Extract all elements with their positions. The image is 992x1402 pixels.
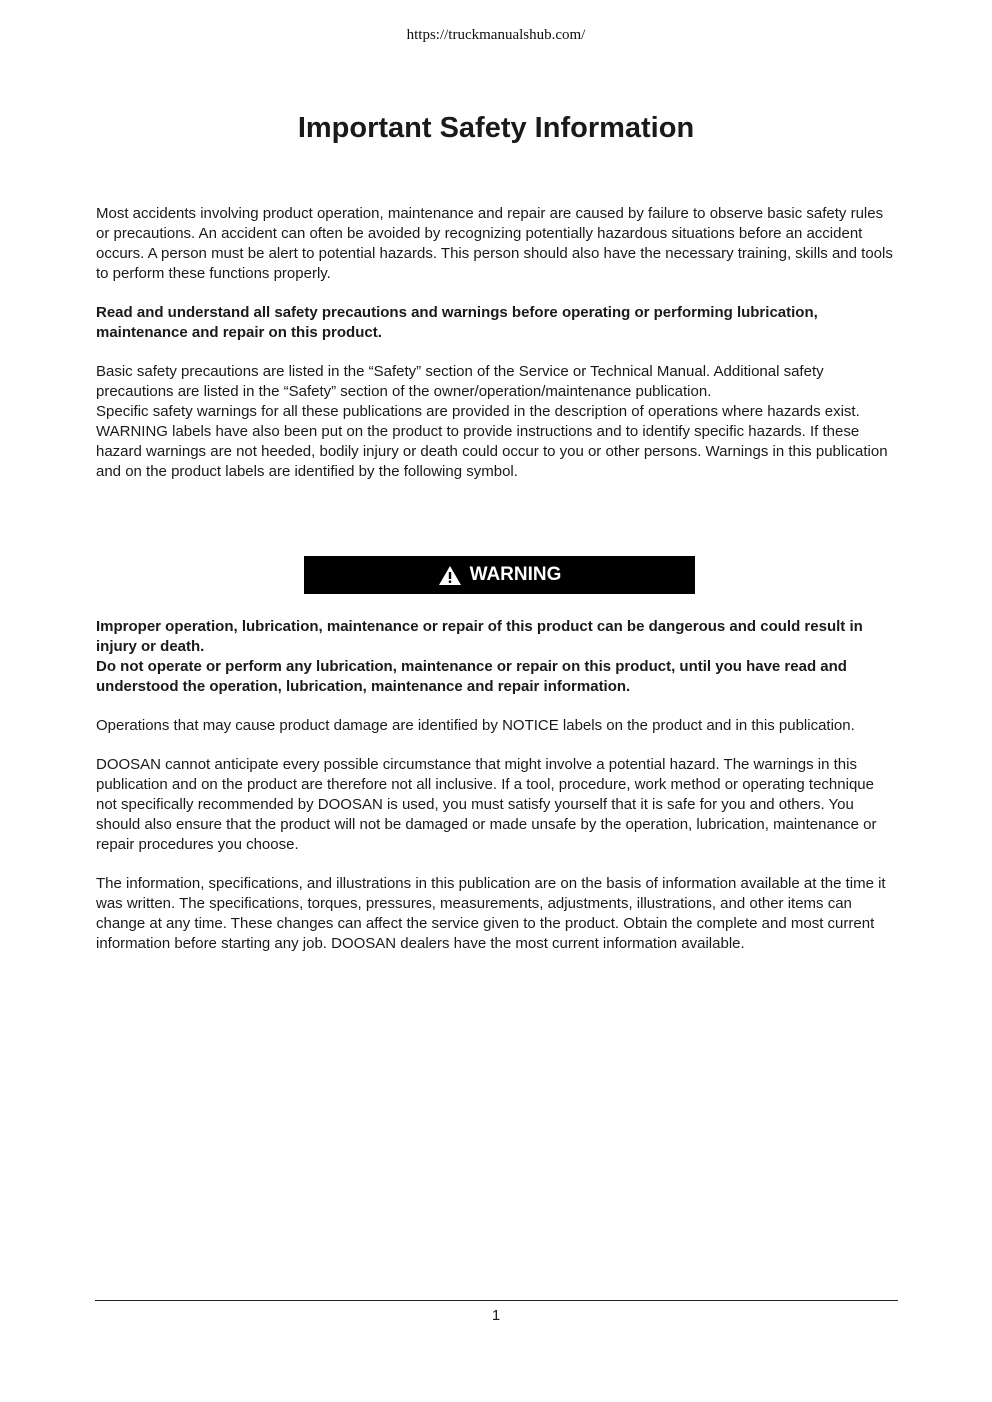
warning-banner — [304, 556, 695, 594]
warning-label: WARNING — [469, 564, 562, 585]
information-paragraph: The information, specifications, and illustrations in this publication are on the basis of information available at the time it was written. The specifications, torques, pressures, measurements, adjustments, illustrations, and other items can change at any time. These changes can affect the service given to the product. Obtain the complete and most current information before starting any job. DOOSAN dealers have the most current information available. — [96, 875, 886, 952]
read-understand-notice: Read and understand all safety precautions and warnings before operating or performing lubrication, maintenance and repair on this product. — [96, 304, 818, 341]
specific-warnings-paragraph: Specific safety warnings for all these publications are provided in the description of operations where hazards exist. WARNING labels have also been put on the product to provide instructions and to identify specific hazards. If these hazard warnings are not heeded, bodily injury or death could occur to you or other persons. Warnings in this publication and on the product labels are identified by the following symbol. — [96, 403, 888, 480]
page-number: 1 — [491, 1307, 501, 1324]
body-section — [96, 617, 896, 954]
footer-divider — [95, 1300, 898, 1301]
page-title: Important Safety Information — [297, 112, 695, 144]
header-url[interactable]: https://truckmanualshub.com/ — [406, 27, 586, 43]
doosan-paragraph: DOOSAN cannot anticipate every possible circumstance that might involve a potential hazard. The warnings in this publication and on the product are therefore not all inclusive. If a tool, procedure, work method or operating technique not specifically recommended by DOOSAN is used, you must satisfy yourself that it is safe for you and others. You should also ensure that the product will not be damaged or made unsafe by the operation, lubrication, maintenance or repair procedures you choose. — [96, 756, 877, 853]
warning-text-1: Improper operation, lubrication, maintenance or repair of this product can be dangerous and could result in injury or death. — [96, 618, 863, 655]
intro-paragraph-1: Most accidents involving product operation, maintenance and repair are caused by failure to observe basic safety rules or precautions. An accident can often be avoided by recognizing potentially hazardous situations before an accident occurs. A person must be alert to potential hazards. This person should also have the necessary training, skills and tools to perform these functions properly. — [96, 205, 893, 282]
notice-paragraph: Operations that may cause product damage are identified by NOTICE labels on the product and in this publication. — [96, 717, 855, 734]
warning-text-2: Do not operate or perform any lubrication, maintenance or repair on this product, until you have read and understood the operation, lubrication, maintenance and repair information. — [96, 658, 847, 695]
basic-precautions-paragraph: Basic safety precautions are listed in the “Safety” section of the Service or Technical Manual. Additional safety precautions are listed in the “Safety” section of the owner/operation/maintenance publication. — [96, 363, 824, 400]
warning-triangle-icon — [438, 565, 462, 586]
intro-section — [96, 204, 896, 482]
